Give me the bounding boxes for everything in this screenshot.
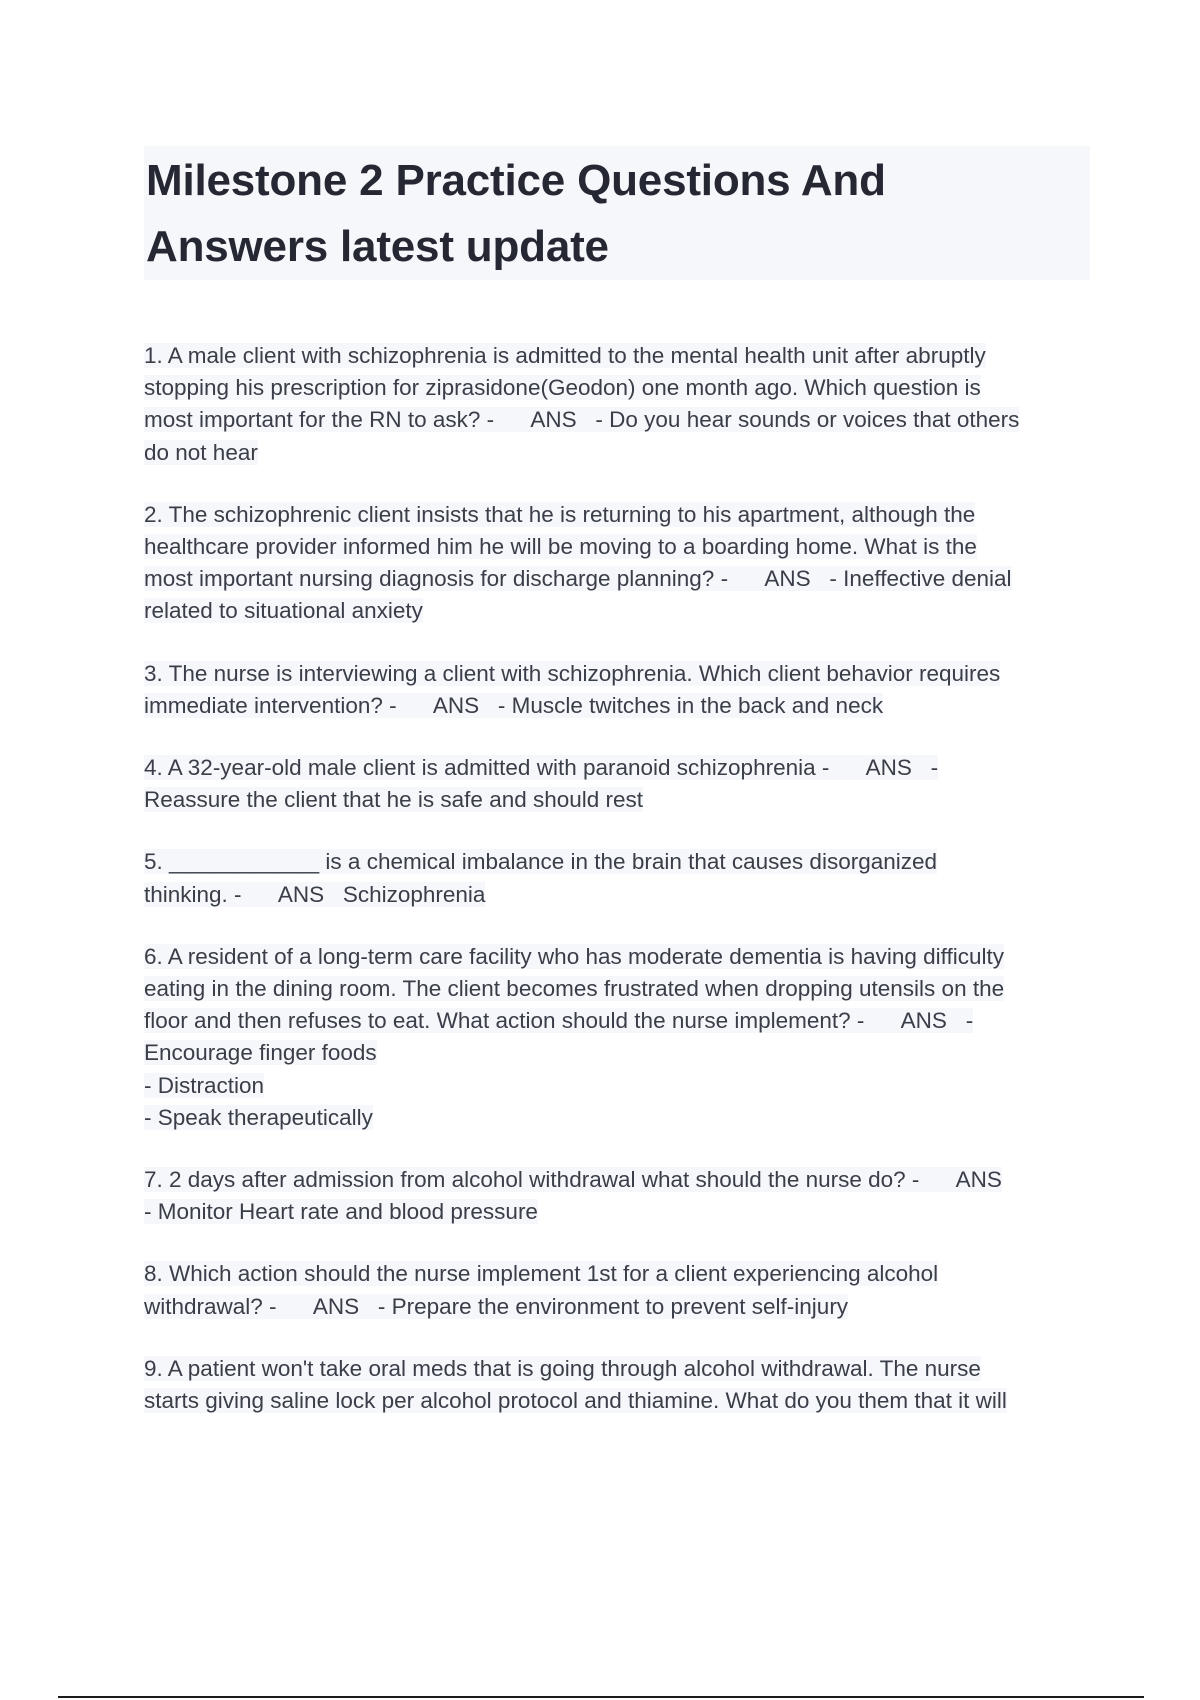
- question-line: related to situational anxiety: [144, 598, 423, 624]
- question-3: [144, 658, 1104, 722]
- question-line: 1. A male client with schizophrenia is admitted to the mental health unit after abruptly: [144, 343, 986, 368]
- question-line: 3. The nurse is interviewing a client with schizophrenia. Which client behavior requires: [144, 660, 1001, 686]
- question-line: immediate intervention? - ANS - Muscle twitches in the back and neck: [144, 692, 884, 718]
- question-line: 4. A 32-year-old male client is admitted with paranoid schizophrenia - ANS -: [144, 755, 939, 781]
- question-line: - Distraction: [144, 1072, 265, 1098]
- question-list: [144, 340, 1104, 1447]
- question-6: [144, 941, 1104, 1134]
- question-line: Encourage finger foods: [144, 1040, 377, 1066]
- question-line: - Monitor Heart rate and blood pressure: [144, 1199, 538, 1225]
- question-line: 8. Which action should the nurse implement 1st for a client experiencing alcohol: [144, 1261, 939, 1287]
- document-title: [144, 146, 1090, 280]
- question-line: Reassure the client that he is safe and should rest: [144, 787, 644, 813]
- question-line: 7. 2 days after admission from alcohol withdrawal what should the nurse do? - ANS: [144, 1167, 1002, 1193]
- question-line: most important for the RN to ask? - ANS - Do you hear sounds or voices that others: [144, 407, 1020, 433]
- question-2: [144, 499, 1104, 628]
- question-line: eating in the dining room. The client becomes frustrated when dropping utensils on the: [144, 976, 1005, 1002]
- question-line: 2. The schizophrenic client insists that he is returning to his apartment, although the: [144, 501, 976, 527]
- question-line: do not hear: [144, 439, 258, 465]
- question-line: most important nursing diagnosis for discharge planning? - ANS - Ineffective denial: [144, 566, 1012, 592]
- question-7: [144, 1164, 1104, 1228]
- question-line: healthcare provider informed him he will be moving to a boarding home. What is the: [144, 534, 977, 560]
- question-line: starts giving saline lock per alcohol protocol and thiamine. What do you them that it will: [144, 1388, 1007, 1414]
- question-8: [144, 1258, 1104, 1322]
- question-9: [144, 1353, 1104, 1417]
- question-line: 6. A resident of a long-term care facility who has moderate dementia is having difficulty: [144, 943, 1005, 969]
- question-line: stopping his prescription for ziprasidone(Geodon) one month ago. Which question is: [144, 375, 981, 401]
- title-line-1: Milestone 2 Practice Questions And: [146, 156, 886, 205]
- question-4: [144, 752, 1104, 816]
- question-line: floor and then refuses to eat. What action should the nurse implement? - ANS -: [144, 1008, 974, 1034]
- question-line: withdrawal? - ANS - Prepare the environment to prevent self-injury: [144, 1293, 849, 1319]
- question-line: 5. ____________ is a chemical imbalance in the brain that causes disorganized: [144, 849, 938, 875]
- page-bottom-rule: [58, 1696, 1144, 1698]
- question-1: [144, 340, 1104, 469]
- title-line-2: Answers latest update: [146, 222, 609, 271]
- question-line: 9. A patient won't take oral meds that is going through alcohol withdrawal. The nurse: [144, 1355, 981, 1381]
- question-line: thinking. - ANS Schizophrenia: [144, 881, 486, 907]
- question-5: [144, 846, 1104, 910]
- question-line: - Speak therapeutically: [144, 1104, 373, 1130]
- title-block: [144, 146, 1090, 280]
